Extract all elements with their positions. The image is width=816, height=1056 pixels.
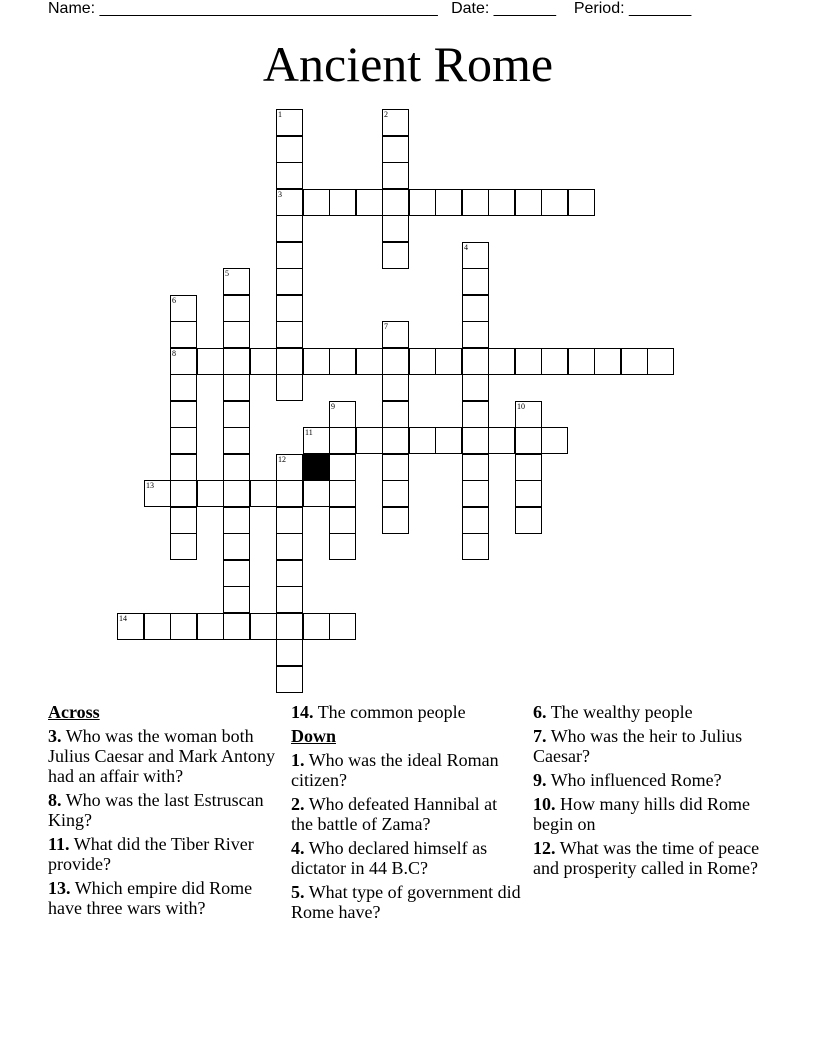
crossword-cell[interactable] (329, 454, 356, 481)
clue-item (533, 794, 765, 834)
crossword-cell[interactable] (462, 507, 489, 534)
crossword-cell[interactable] (197, 480, 224, 507)
crossword-cell[interactable] (276, 268, 303, 295)
crossword-cell[interactable] (223, 454, 250, 481)
clue-item (291, 702, 523, 722)
clue-number: 6 (172, 296, 176, 305)
clue-item (48, 726, 280, 786)
crossword-cell[interactable] (276, 374, 303, 401)
crossword-cell[interactable] (276, 109, 303, 136)
crossword-cell[interactable] (223, 480, 250, 507)
crossword-cell[interactable] (382, 162, 409, 189)
crossword-cell[interactable] (515, 401, 542, 428)
clue-item-text: What type of government did Rome have? (291, 882, 521, 922)
clue-item (291, 794, 523, 834)
crossword-cell[interactable] (223, 613, 250, 640)
crossword-cell[interactable] (356, 348, 383, 375)
clue-item-number: 8. (48, 790, 62, 810)
crossword-cell[interactable] (541, 348, 568, 375)
crossword-cell[interactable] (594, 348, 621, 375)
clue-item-text: How many hills did Rome begin on (533, 794, 750, 834)
crossword-cell[interactable] (621, 348, 648, 375)
crossword-cell[interactable] (276, 666, 303, 693)
crossword-cell[interactable] (647, 348, 674, 375)
crossword-cell[interactable] (276, 348, 303, 375)
clue-item (291, 838, 523, 878)
crossword-cell[interactable] (382, 427, 409, 454)
crossword-cell[interactable] (382, 136, 409, 163)
clue-item (48, 834, 280, 874)
clue-heading-across: Across (48, 702, 100, 722)
crossword-cell[interactable] (276, 533, 303, 560)
clue-item-text: The wealthy people (550, 702, 693, 722)
clue-item-text: Who declared himself as dictator in 44 B.C? (291, 838, 488, 878)
crossword-cell[interactable] (223, 507, 250, 534)
crossword-cell[interactable] (382, 454, 409, 481)
crossword-cell[interactable] (409, 427, 436, 454)
crossword-cell[interactable] (515, 454, 542, 481)
crossword-cell[interactable] (276, 480, 303, 507)
crossword-cell[interactable] (170, 454, 197, 481)
page-title: Ancient Rome (262, 36, 554, 92)
clue-item (291, 882, 523, 922)
crossword-cell[interactable] (276, 215, 303, 242)
crossword-cell[interactable] (462, 348, 489, 375)
crossword-cell[interactable] (329, 613, 356, 640)
crossword-cell[interactable] (170, 321, 197, 348)
crossword-cell[interactable] (382, 401, 409, 428)
clue-item-number: 10. (533, 794, 556, 814)
clue-number: 11 (305, 428, 313, 437)
date-field[interactable]: _______ (493, 0, 557, 17)
crossword-cell[interactable] (462, 374, 489, 401)
crossword-cell[interactable] (170, 427, 197, 454)
crossword-cell[interactable] (170, 480, 197, 507)
crossword-cell[interactable] (515, 189, 542, 216)
crossword-cell[interactable] (515, 507, 542, 534)
crossword-cell[interactable] (435, 348, 462, 375)
clues-column-1 (48, 702, 280, 922)
crossword-cell[interactable] (462, 242, 489, 269)
clue-heading-down: Down (291, 726, 337, 746)
crossword-cell[interactable] (276, 613, 303, 640)
clue-item-text: Who was the woman both Julius Caesar and Mark Antony had an affair with? (48, 726, 275, 786)
clue-number: 10 (517, 402, 525, 411)
crossword-cell[interactable] (488, 348, 515, 375)
crossword-cell[interactable] (515, 427, 542, 454)
crossword-cell[interactable] (515, 480, 542, 507)
clue-item-number: 1. (291, 750, 305, 770)
crossword-cell[interactable] (223, 295, 250, 322)
crossword-cell[interactable] (170, 613, 197, 640)
crossword-cell[interactable] (250, 613, 277, 640)
crossword-cell[interactable] (144, 480, 171, 507)
crossword-cell[interactable] (329, 480, 356, 507)
crossword-cell[interactable] (462, 533, 489, 560)
crossword-cell[interactable] (568, 189, 595, 216)
crossword-cell[interactable] (541, 189, 568, 216)
clue-item-number: 6. (533, 702, 547, 722)
period-label: Period: (573, 0, 625, 17)
crossword-cell[interactable] (382, 348, 409, 375)
crossword-cell[interactable] (223, 374, 250, 401)
crossword-cell[interactable] (276, 162, 303, 189)
crossword-cell[interactable] (303, 189, 330, 216)
clue-item (48, 790, 280, 830)
clue-item-number: 2. (291, 794, 305, 814)
clue-number: 3 (278, 190, 282, 199)
clue-item-text: What was the time of peace and prosperity called in Rome? (533, 838, 760, 878)
period-field[interactable]: _______ (629, 0, 692, 17)
crossword-cell[interactable] (382, 189, 409, 216)
clue-item-text: What did the Tiber River provide? (48, 834, 254, 874)
crossword-cell[interactable] (170, 295, 197, 322)
crossword-cell[interactable] (382, 321, 409, 348)
clue-number: 5 (225, 269, 229, 278)
clue-item-number: 5. (291, 882, 305, 902)
crossword-cell[interactable] (356, 427, 383, 454)
crossword-cell[interactable] (488, 189, 515, 216)
crossword-cell[interactable] (223, 560, 250, 587)
clues-column-3 (533, 702, 765, 882)
crossword-cell[interactable] (276, 507, 303, 534)
clue-item (533, 702, 765, 722)
clue-item-text: Who defeated Hannibal at the battle of Zama? (291, 794, 498, 834)
crossword-cell[interactable] (329, 348, 356, 375)
crossword-cell[interactable] (276, 136, 303, 163)
clue-number: 14 (119, 614, 127, 623)
clue-number: 8 (172, 349, 176, 358)
crossword-cell[interactable] (329, 401, 356, 428)
clue-item (291, 750, 523, 790)
crossword-cell[interactable] (329, 427, 356, 454)
crossword-cell[interactable] (462, 427, 489, 454)
crossword-cell[interactable] (170, 401, 197, 428)
crossword-cell[interactable] (462, 268, 489, 295)
crossword-cell[interactable] (303, 348, 330, 375)
crossword-cell[interactable] (223, 321, 250, 348)
crossword-cell[interactable] (276, 295, 303, 322)
crossword-cell[interactable] (462, 480, 489, 507)
clue-number: 12 (278, 455, 286, 464)
crossword-cell[interactable] (303, 613, 330, 640)
clue-number: 1 (278, 110, 282, 119)
crossword-cell[interactable] (568, 348, 595, 375)
clue-item-text: Who was the heir to Julius Caesar? (533, 726, 743, 766)
clue-item-text: Who was the last Estruscan King? (48, 790, 264, 830)
clue-number: 4 (464, 243, 468, 252)
crossword-cell[interactable] (515, 348, 542, 375)
clue-number: 7 (384, 322, 388, 331)
crossword-cell[interactable] (356, 189, 383, 216)
crossword-black-cell (303, 454, 330, 481)
crossword-cell[interactable] (329, 507, 356, 534)
crossword-cell[interactable] (382, 374, 409, 401)
crossword-cell[interactable] (382, 242, 409, 269)
date-label: Date: (451, 0, 490, 17)
crossword-cell[interactable] (276, 639, 303, 666)
crossword-cell[interactable] (276, 321, 303, 348)
crossword-cell[interactable] (462, 295, 489, 322)
crossword-cell[interactable] (170, 533, 197, 560)
clue-item (533, 726, 765, 766)
name-label: Name: (48, 0, 96, 17)
clue-item-text: The common people (317, 702, 466, 722)
crossword-cell[interactable] (382, 507, 409, 534)
crossword-cell[interactable] (197, 613, 224, 640)
crossword-cell[interactable] (276, 242, 303, 269)
clue-item-number: 3. (48, 726, 62, 746)
clue-number: 13 (146, 481, 154, 490)
crossword-cell[interactable] (435, 427, 462, 454)
crossword-cell[interactable] (223, 401, 250, 428)
clue-item-number: 9. (533, 770, 547, 790)
crossword-cell[interactable] (223, 427, 250, 454)
crossword-cell[interactable] (329, 189, 356, 216)
crossword-cell[interactable] (276, 586, 303, 613)
crossword-cell[interactable] (541, 427, 568, 454)
crossword-cell[interactable] (462, 454, 489, 481)
clue-item-text: Which empire did Rome have three wars with? (48, 878, 253, 918)
clue-item-number: 14. (291, 702, 314, 722)
crossword-cell[interactable] (409, 189, 436, 216)
crossword-cell[interactable] (462, 321, 489, 348)
crossword-cell[interactable] (170, 507, 197, 534)
clue-item-text: Who influenced Rome? (550, 770, 722, 790)
student-info-line (48, 0, 768, 20)
crossword-cell[interactable] (223, 533, 250, 560)
crossword-cell[interactable] (197, 348, 224, 375)
clue-item-number: 13. (48, 878, 71, 898)
clue-item-number: 7. (533, 726, 547, 746)
crossword-cell[interactable] (170, 374, 197, 401)
clue-item-number: 12. (533, 838, 556, 858)
crossword-cell[interactable] (276, 454, 303, 481)
name-field[interactable]: ______________________________________ (99, 0, 438, 17)
clue-item-text: Who was the ideal Roman citizen? (291, 750, 499, 790)
clues-column-2 (291, 702, 523, 926)
clue-item (533, 838, 765, 878)
crossword-cell[interactable] (117, 613, 144, 640)
crossword-cell[interactable] (223, 268, 250, 295)
crossword-cell[interactable] (276, 189, 303, 216)
crossword-cell[interactable] (409, 348, 436, 375)
crossword-cell[interactable] (382, 109, 409, 136)
clue-item (533, 770, 765, 790)
crossword-cell[interactable] (435, 189, 462, 216)
crossword-cell[interactable] (144, 613, 171, 640)
crossword-cell[interactable] (223, 348, 250, 375)
crossword-cell[interactable] (382, 215, 409, 242)
crossword-cell[interactable] (303, 480, 330, 507)
crossword-cell[interactable] (462, 189, 489, 216)
clue-item-number: 4. (291, 838, 305, 858)
clue-number: 9 (331, 402, 335, 411)
crossword-cell[interactable] (303, 427, 330, 454)
crossword-cell[interactable] (250, 348, 277, 375)
crossword-cell[interactable] (488, 427, 515, 454)
crossword-cell[interactable] (223, 586, 250, 613)
clue-item-number: 11. (48, 834, 70, 854)
crossword-cell[interactable] (170, 348, 197, 375)
crossword-cell[interactable] (329, 533, 356, 560)
clue-item (48, 878, 280, 918)
crossword-cell[interactable] (382, 480, 409, 507)
crossword-cell[interactable] (250, 480, 277, 507)
crossword-cell[interactable] (276, 560, 303, 587)
crossword-cell[interactable] (462, 401, 489, 428)
clue-number: 2 (384, 110, 388, 119)
